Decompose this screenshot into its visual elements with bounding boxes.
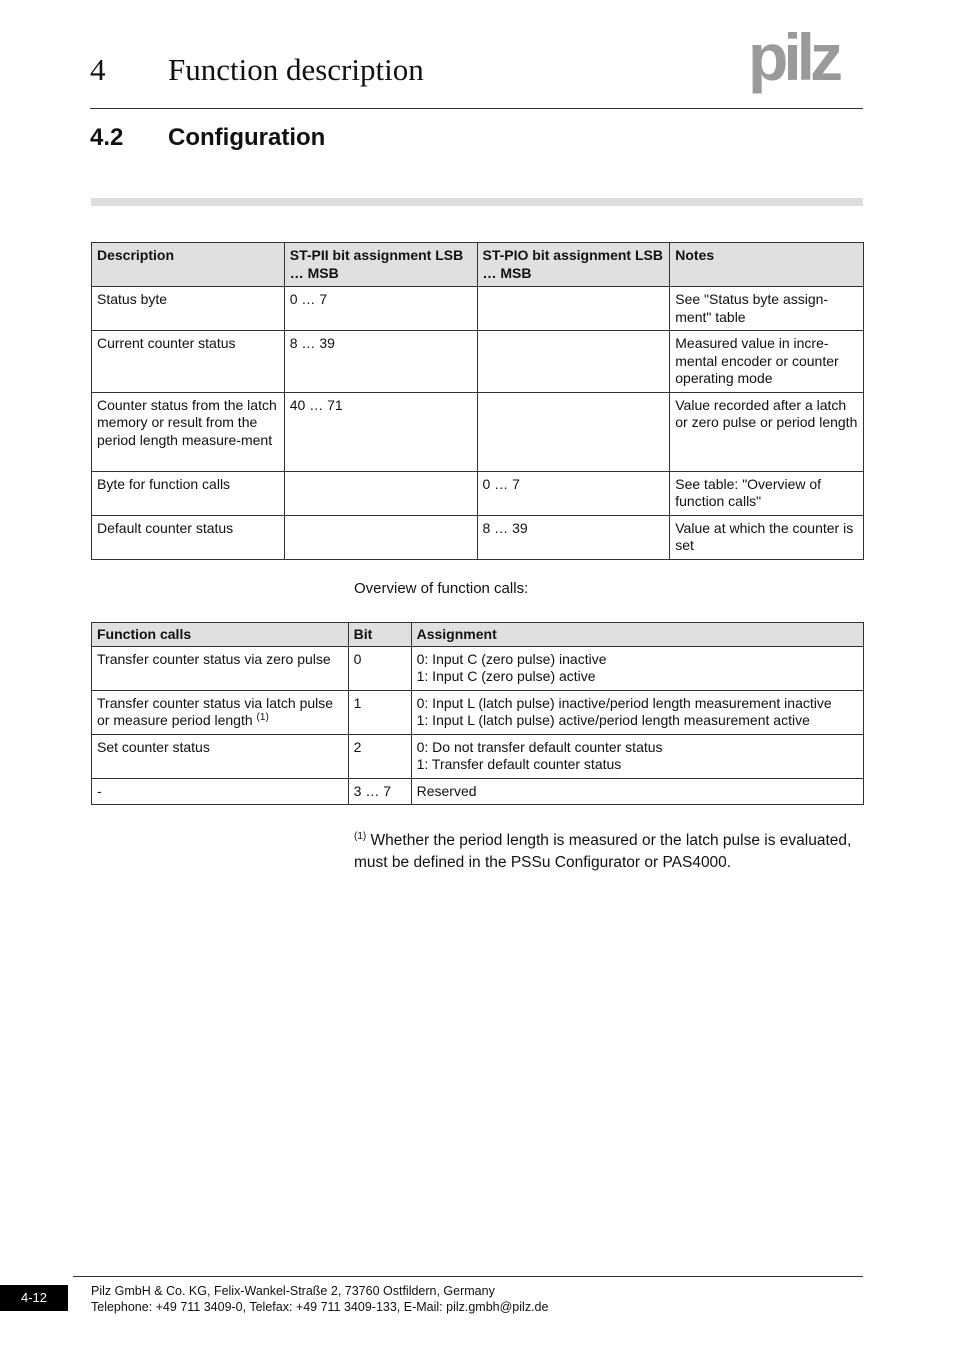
table-cell: Status byte bbox=[92, 287, 285, 331]
footer-company-line: Pilz GmbH & Co. KG, Felix-Wankel-Straße 2, 73760 Ostfildern, Germany bbox=[91, 1284, 495, 1298]
column-header: Notes bbox=[670, 243, 864, 287]
column-header: Description bbox=[92, 243, 285, 287]
page-number: 4-12 bbox=[0, 1285, 68, 1311]
footnote-text: Whether the period length is measured or the latch pulse is evaluated, must be defined in the PSSu Configurator or PAS4000. bbox=[354, 832, 852, 871]
section-title: Configuration bbox=[168, 124, 326, 151]
table-cell: Current counter status bbox=[92, 331, 285, 393]
table-cell: - bbox=[92, 778, 349, 805]
bit-assignment-table bbox=[91, 242, 864, 560]
table-cell: 1 bbox=[348, 690, 411, 734]
footnote-marker: (1) bbox=[354, 831, 367, 842]
function-calls-table bbox=[91, 622, 864, 805]
column-header: ST-PIO bit assignment LSB … MSB bbox=[477, 243, 670, 287]
section-number: 4.2 bbox=[90, 124, 124, 151]
table-cell: See "Status byte assign-ment" table bbox=[670, 287, 864, 331]
footer-contact-line: Telephone: +49 711 3409-0, Telefax: +49 711 3409-133, E-Mail: pilz.gmbh@pilz.de bbox=[91, 1300, 549, 1314]
chapter-number: 4 bbox=[90, 52, 106, 87]
table-cell: 3 … 7 bbox=[348, 778, 411, 805]
logo-text: pilz bbox=[748, 26, 838, 94]
column-header: Function calls bbox=[92, 623, 349, 647]
table-cell: Value at which the counter is set bbox=[670, 515, 864, 559]
column-header: Assignment bbox=[411, 623, 863, 647]
section-divider-bar bbox=[91, 198, 863, 206]
table-cell: Transfer counter status via zero pulse bbox=[92, 646, 349, 690]
chapter-title: Function description bbox=[168, 52, 424, 87]
table-cell: See table: "Overview of function calls" bbox=[670, 471, 864, 515]
footnote bbox=[354, 830, 866, 874]
column-header: ST-PII bit assignment LSB … MSB bbox=[284, 243, 477, 287]
table-cell: Byte for function calls bbox=[92, 471, 285, 515]
table-row bbox=[92, 734, 864, 778]
table-row bbox=[92, 287, 864, 331]
footer-address bbox=[91, 1283, 548, 1315]
table-header-row bbox=[92, 243, 864, 287]
table-cell: Measured value in incre-mental encoder or counter operating mode bbox=[670, 331, 864, 393]
footer-rule bbox=[73, 1276, 863, 1277]
table-cell bbox=[477, 331, 670, 393]
table-cell: 0: Input C (zero pulse) inactive 1: Input C (zero pulse) active bbox=[411, 646, 863, 690]
table-cell: 40 … 71 bbox=[284, 392, 477, 471]
table-cell: 8 … 39 bbox=[284, 331, 477, 393]
table-cell bbox=[284, 515, 477, 559]
table-cell: 0 … 7 bbox=[284, 287, 477, 331]
table-cell bbox=[477, 287, 670, 331]
table-cell: Transfer counter status via latch pulse or measure period length $^{(1)}$ bbox=[92, 690, 349, 734]
table-cell bbox=[477, 392, 670, 471]
pilz-logo bbox=[748, 26, 866, 96]
table-row bbox=[92, 515, 864, 559]
table-cell: 0: Input L (latch pulse) inactive/period length measurement inactive 1: Input L (latch pulse) active/period length measurement active bbox=[411, 690, 863, 734]
table-cell: Value recorded after a latch or zero pulse or period length bbox=[670, 392, 864, 471]
table-row bbox=[92, 778, 864, 805]
table-cell: Default counter status bbox=[92, 515, 285, 559]
table-row bbox=[92, 690, 864, 734]
table-row bbox=[92, 392, 864, 471]
column-header: Bit bbox=[348, 623, 411, 647]
table-row bbox=[92, 331, 864, 393]
table-row bbox=[92, 471, 864, 515]
table-cell: Reserved bbox=[411, 778, 863, 805]
footnote-ref: (1) bbox=[256, 712, 269, 723]
table-cell: 0: Do not transfer default counter status 1: Transfer default counter status bbox=[411, 734, 863, 778]
overview-caption: Overview of function calls: bbox=[354, 580, 529, 597]
table-cell bbox=[284, 471, 477, 515]
table-cell: Set counter status bbox=[92, 734, 349, 778]
table-cell: 2 bbox=[348, 734, 411, 778]
table-cell: 8 … 39 bbox=[477, 515, 670, 559]
table-cell: 0 bbox=[348, 646, 411, 690]
table-cell: Counter status from the latch memory or result from the period length measure-ment bbox=[92, 392, 285, 471]
header-rule bbox=[90, 108, 863, 109]
table-header-row bbox=[92, 623, 864, 647]
table-row bbox=[92, 646, 864, 690]
table-cell: 0 … 7 bbox=[477, 471, 670, 515]
